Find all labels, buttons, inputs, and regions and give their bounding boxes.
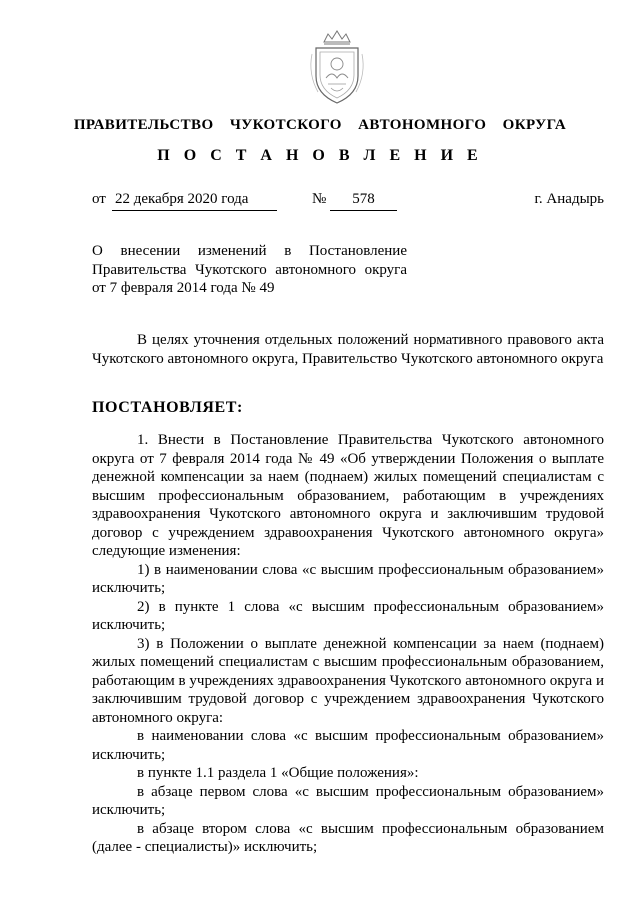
document-type-title: П О С Т А Н О В Л Е Н И Е [157,147,483,164]
body-paragraph: в абзаце втором слова «с высшим профессиональным образованием (далее - специалисты)» исключить; [92,820,604,855]
body-paragraph: 1. Внести в Постановление Правительства Чукотского автономного округа от 7 февраля 2014 года № 49 «Об утверждении Положения о выплате денежной компенсации за наем (поднаем) жилых помещений специалистам с высшим профессиональным образованием, работающим в учреждениях здравоохранения Чукотского автономного округа и заключившим трудовой договор с учреждением здравоохранения Чукотского автономного округа» следующие изменения: [92,432,604,559]
intro-paragraph: В целях уточнения отдельных положений нормативного правового акта Чукотского автономного округа, Правительство Чукотского автономного округа [92,332,604,367]
decree-heading: ПОСТАНОВЛЯЕТ: [92,399,243,416]
body-paragraph: 1) в наименовании слова «с высшим профессиональным образованием» исключить; [92,561,604,596]
body-paragraph: 2) в пункте 1 слова «с высшим профессиональным образованием» исключить; [92,598,604,633]
document-date: 22 декабря 2020 года [112,190,277,211]
document-subject: О внесении изменений в Постановление Правительства Чукотского автономного округа от 7 февраля 2014 года № 49 [92,243,407,296]
body-paragraph: 3) в Положении о выплате денежной компенсации за наем (поднаем) жилых помещений специалистам с высшим профессиональным образованием, работающим в учреждениях здравоохранения Чукотского автономного округа и заключившим трудовой договор с учреждением здравоохранения Чукотского автономного округа: [92,635,604,726]
body-paragraph: в пункте 1.1 раздела 1 «Общие положения»: [137,765,419,781]
organization-title: ПРАВИТЕЛЬСТВО ЧУКОТСКОГО АВТОНОМНОГО ОКРУГА [73,117,567,133]
document-body [92,431,604,857]
body-paragraph: в наименовании слова «с высшим профессиональным образованием» исключить; [92,728,604,763]
document-city: г. Анадырь [534,191,604,207]
document-number: 578 [330,190,397,211]
number-prefix: № [312,191,327,207]
coat-of-arms-icon [302,28,372,108]
date-prefix: от [92,191,106,207]
body-paragraph: в абзаце первом слова «с высшим профессиональным образованием» исключить; [92,783,604,818]
